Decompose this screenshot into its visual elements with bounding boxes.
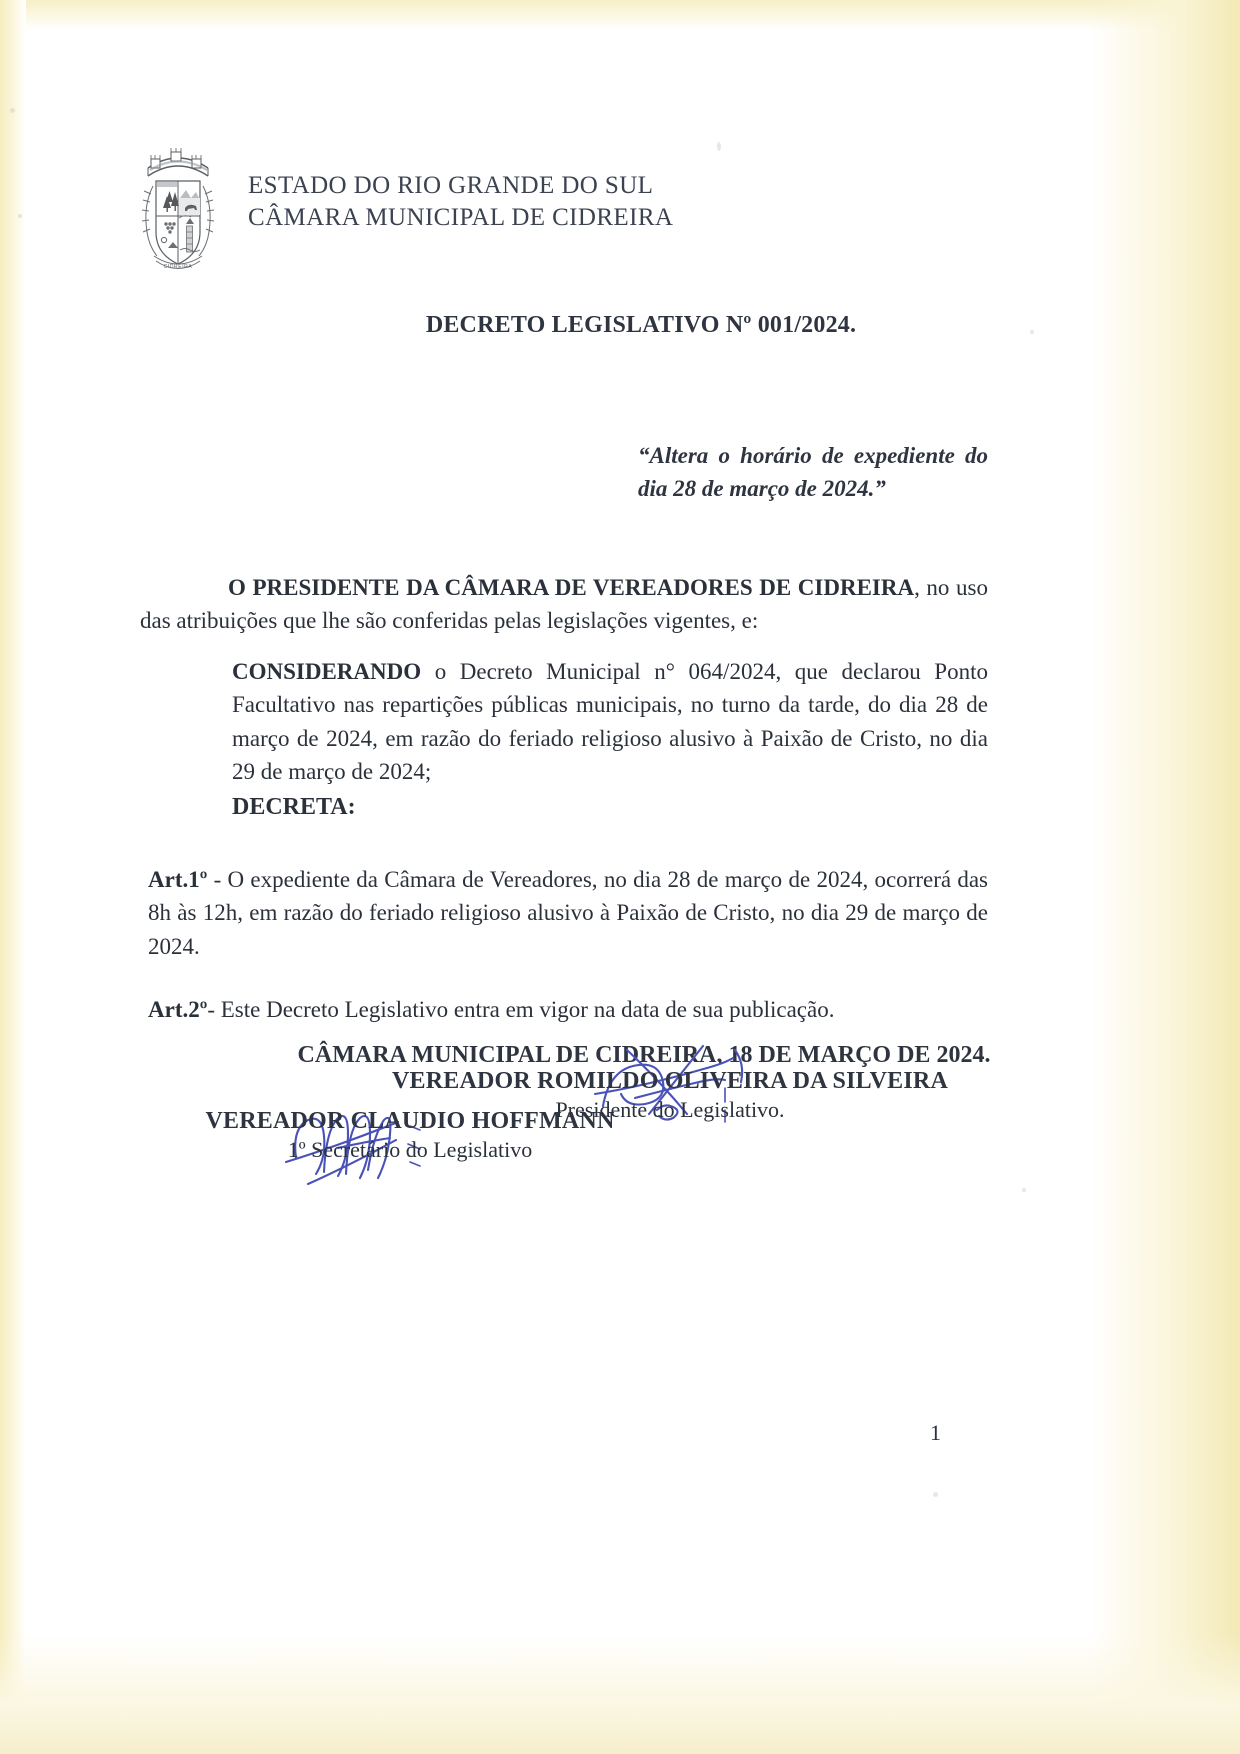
decreta-label: DECRETA: [232,794,356,820]
letterhead [130,140,673,270]
considerando-rest: o Decreto Municipal n° 064/2024, que declarou Ponto Facultativo nas repartições públicas municipais, no turno da tarde, do dia 28 de março de 2024, em razão do feriado religioso alusivo à Paixão de Cristo, no dia 29 de março de 2024; [232,659,988,785]
preamble-paragraph [140,571,988,638]
article-1-text: - O expediente da Câmara de Vereadores, no dia 28 de março de 2024, ocorrerá das 8h às 12h, em razão do feriado religioso alusivo à Paixão de Cristo, no dia 29 de março de 2024. [148,867,988,959]
signature-block-secretary [110,1108,710,1163]
coat-of-arms-icon [130,140,226,270]
preamble-rest: , no uso das atribuições que lhe são conferidas pelas legislações vigentes, e: [140,575,988,634]
article-2-paragraph [148,993,988,1026]
article-2-number: Art.2º [148,997,208,1022]
closing-place-date: CÂMARA MUNICIPAL DE CIDREIRA, 18 DE MARÇO DE 2024. [297,1042,991,1068]
page-number: 1 [930,1420,941,1445]
article-1-number: Art.1º [148,867,208,892]
document-title: DECRETO LEGISLATIVO Nº 001/2024. [425,312,857,338]
article-2-text: - Este Decreto Legislativo entra em vigor na data de sua publicação. [207,997,835,1022]
ementa-summary: “Altera o horário de expediente do dia 28 de março de 2024.” [638,443,988,501]
signature-name-secretary: VEREADOR CLAUDIO HOFFMANN [205,1108,615,1134]
signature-name-president: VEREADOR ROMILDO OLIVEIRA DA SILVEIRA [392,1068,948,1094]
considerando-paragraph [232,655,988,788]
chamber-name: CÂMARA MUNICIPAL DE CIDREIRA [248,204,674,231]
svg-text:CIDREIRA: CIDREIRA [163,264,193,270]
signature-role-president: Presidente do Legislativo. [555,1097,785,1122]
signature-role-secretary: 1º Secretário do Legislativo [287,1137,533,1162]
state-name: ESTADO DO RIO GRANDE DO SUL [248,172,654,199]
preamble-strong: O PRESIDENTE DA CÂMARA DE VEREADORES DE CIDREIRA [228,575,915,600]
considerando-strong: CONSIDERANDO [232,659,422,684]
organization-heading [248,140,673,234]
article-1-paragraph [148,863,988,963]
